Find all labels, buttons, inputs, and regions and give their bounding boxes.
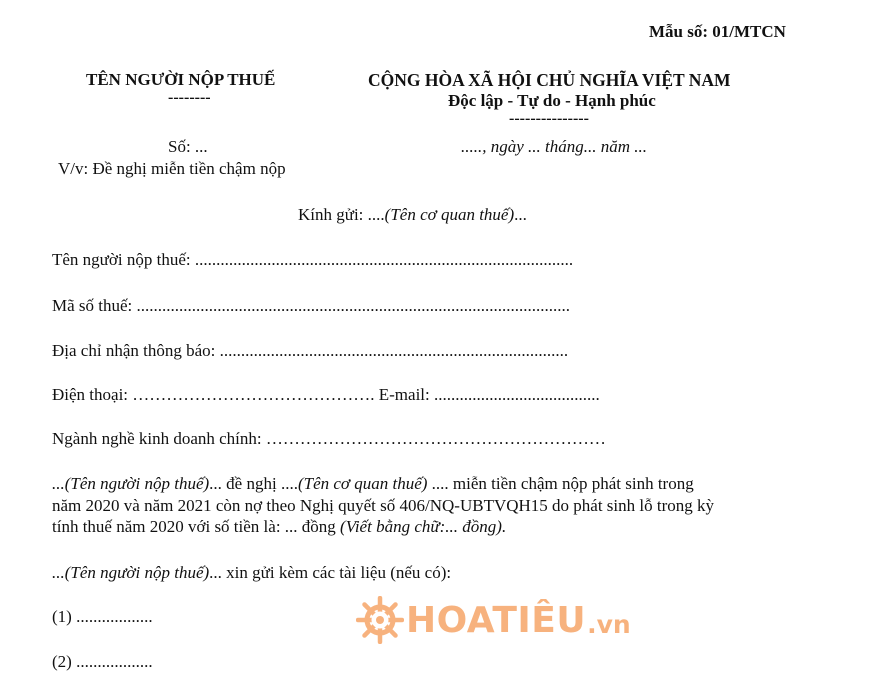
field-label: Ngành nghề kinh doanh chính:: [52, 429, 262, 448]
field-label: Địa chỉ nhận thông báo:: [52, 341, 216, 360]
recipient-value: (Tên cơ quan thuế): [384, 205, 515, 224]
field-blank[interactable]: ......................................................................................................: [132, 296, 571, 315]
field-tax-code[interactable]: [52, 296, 570, 316]
paragraph-line-3: tính thuế năm 2020 với số tiền là: ... đồng (Viết bằng chữ:... đồng).: [52, 517, 507, 536]
paragraph-line-2: năm 2020 và năm 2021 còn nợ theo Nghị quyết số 406/NQ-UBTVQH15 do phát sinh lỗ trong kỳ: [52, 495, 715, 515]
field-label: Mã số thuế:: [52, 296, 133, 315]
field-notice-address[interactable]: [52, 341, 568, 361]
form-code: Mẫu số: 01/MTCN: [649, 22, 786, 41]
field-taxpayer-name[interactable]: [52, 250, 573, 270]
field-blank[interactable]: .........................................................................................: [190, 250, 574, 269]
paragraph-line-1: ...(Tên người nộp thuế)... đề nghị ....(Tên cơ quan thuế) .... miễn tiền chậm nộp phát sinh trong: [52, 474, 694, 493]
ship-wheel-icon: [356, 596, 404, 644]
phone-label: Điện thoại:: [52, 385, 129, 404]
recipient-line: [298, 205, 527, 225]
right-separator: ---------------: [509, 110, 589, 127]
watermark-logo: [356, 594, 631, 646]
national-motto: Độc lập - Tự do - Hạnh phúc: [448, 91, 656, 110]
request-paragraph: [52, 473, 822, 538]
field-main-business[interactable]: [52, 429, 606, 449]
email-label: E-mail:: [378, 385, 430, 404]
field-blank[interactable]: ……………………………………………………: [261, 429, 606, 448]
nation-heading: CỘNG HÒA XÃ HỘI CHỦ NGHĨA VIỆT NAM: [368, 70, 731, 90]
recipient-label: Kính gửi: ....: [298, 205, 385, 224]
field-label: Tên người nộp thuế:: [52, 250, 191, 269]
attachment-item-1[interactable]: (1) ..................: [52, 607, 153, 626]
taxpayer-org-heading: TÊN NGƯỜI NỘP THUẾ: [86, 70, 276, 89]
recipient-suffix: ...: [514, 205, 527, 224]
watermark-text: HOATIÊU: [406, 599, 587, 641]
document-subject: V/v: Đề nghị miễn tiền chậm nộp: [58, 159, 286, 178]
watermark-domain: .vn: [587, 609, 631, 639]
document-number: Số: ...: [168, 137, 208, 156]
attachment-item-2[interactable]: (2) ..................: [52, 652, 153, 671]
field-blank[interactable]: ..................................................................................: [215, 341, 569, 360]
date-line: ....., ngày ... tháng... năm ...: [461, 137, 648, 156]
field-phone-email[interactable]: [52, 385, 600, 405]
attachments-intro: ...(Tên người nộp thuế)... xin gửi kèm các tài liệu (nếu có):: [52, 563, 452, 582]
phone-blank[interactable]: …………………………………….: [128, 385, 379, 404]
email-blank[interactable]: .......................................: [429, 385, 600, 404]
left-separator: --------: [168, 89, 211, 106]
